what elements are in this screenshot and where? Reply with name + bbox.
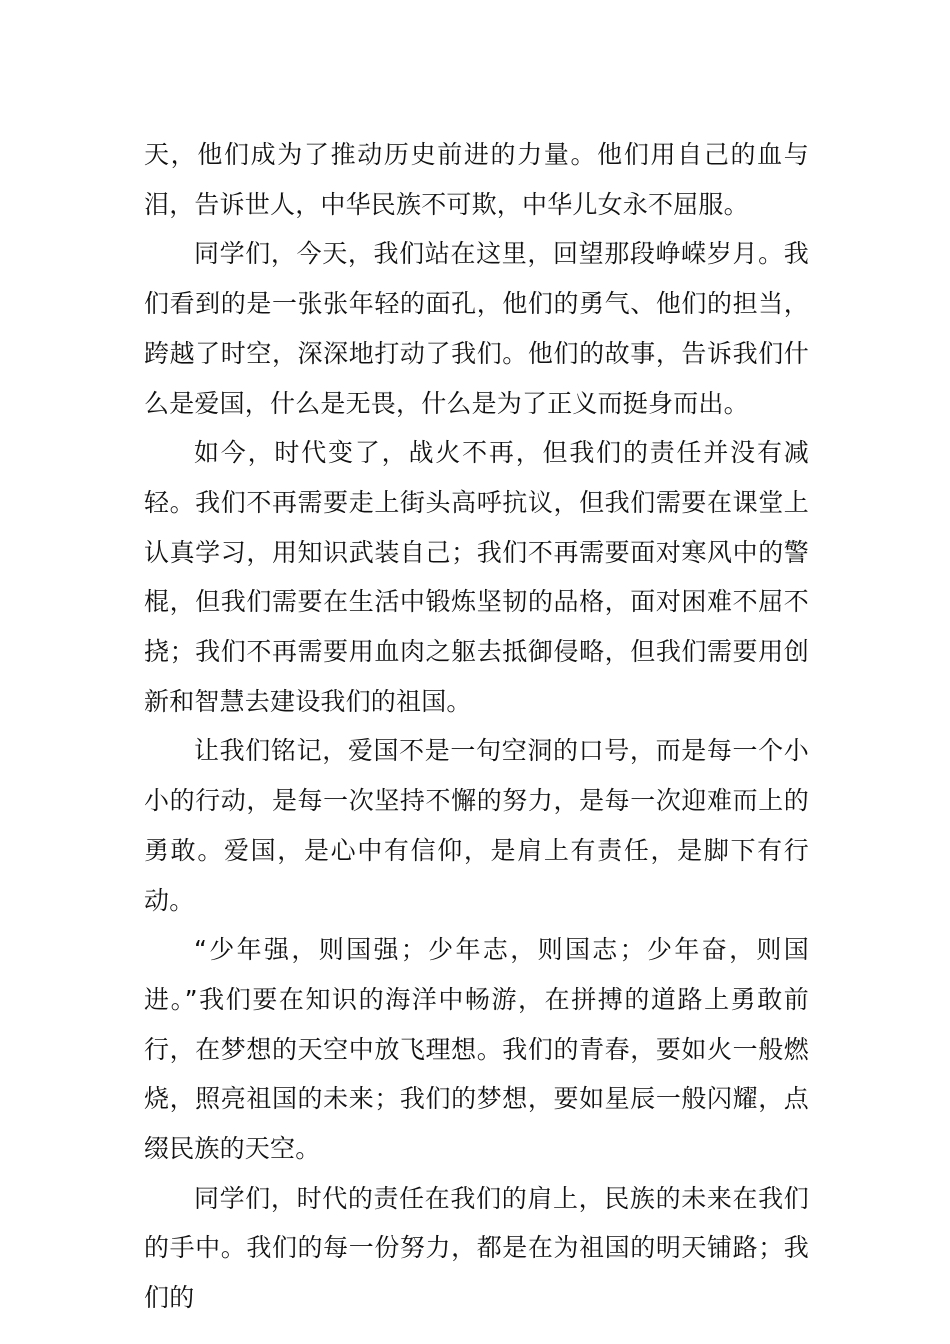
document-body	[144, 130, 809, 1323]
paragraph-responsibility: 同学们，时代的责任在我们的肩上，民族的未来在我们的手中。我们的每一份努力，都是在为祖国的明天铺路；我们的	[144, 1183, 809, 1313]
paragraph-continued: 天，他们成为了推动历史前进的力量。他们用自己的血与泪，告诉世人，中华民族不可欺，中华儿女永不屈服。	[144, 140, 809, 219]
paragraph-youth-strong: “少年强，则国强；少年志，则国志；少年奋，则国进。”我们要在知识的海洋中畅游，在拼搏的道路上勇敢前行，在梦想的天空中放飞理想。我们的青春，要如火一般燃烧，照亮祖国的未来；我们的梦想，要如星辰一般闪耀，点缀民族的天空。	[144, 935, 809, 1164]
paragraph-times-changed: 如今，时代变了，战火不再，但我们的责任并没有减轻。我们不再需要走上街头高呼抗议，但我们需要在课堂上认真学习，用知识武装自己；我们不再需要面对寒风中的警棍，但我们需要在生活中锻炼坚韧的品格，面对困难不屈不挠；我们不再需要用血肉之躯去抵御侵略，但我们需要用创新和智慧去建设我们的祖国。	[144, 438, 809, 716]
paragraph-remember-patriotism: 让我们铭记，爱国不是一句空洞的口号，而是每一个小小的行动，是每一次坚持不懈的努力，是每一次迎难而上的勇敢。爱国，是心中有信仰，是肩上有责任，是脚下有行动。	[144, 736, 809, 915]
paragraph-students-look-back: 同学们，今天，我们站在这里，回望那段峥嵘岁月。我们看到的是一张张年轻的面孔，他们的勇气、他们的担当，跨越了时空，深深地打动了我们。他们的故事，告诉我们什么是爱国，什么是无畏，什么是为了正义而挺身而出。	[144, 239, 809, 418]
